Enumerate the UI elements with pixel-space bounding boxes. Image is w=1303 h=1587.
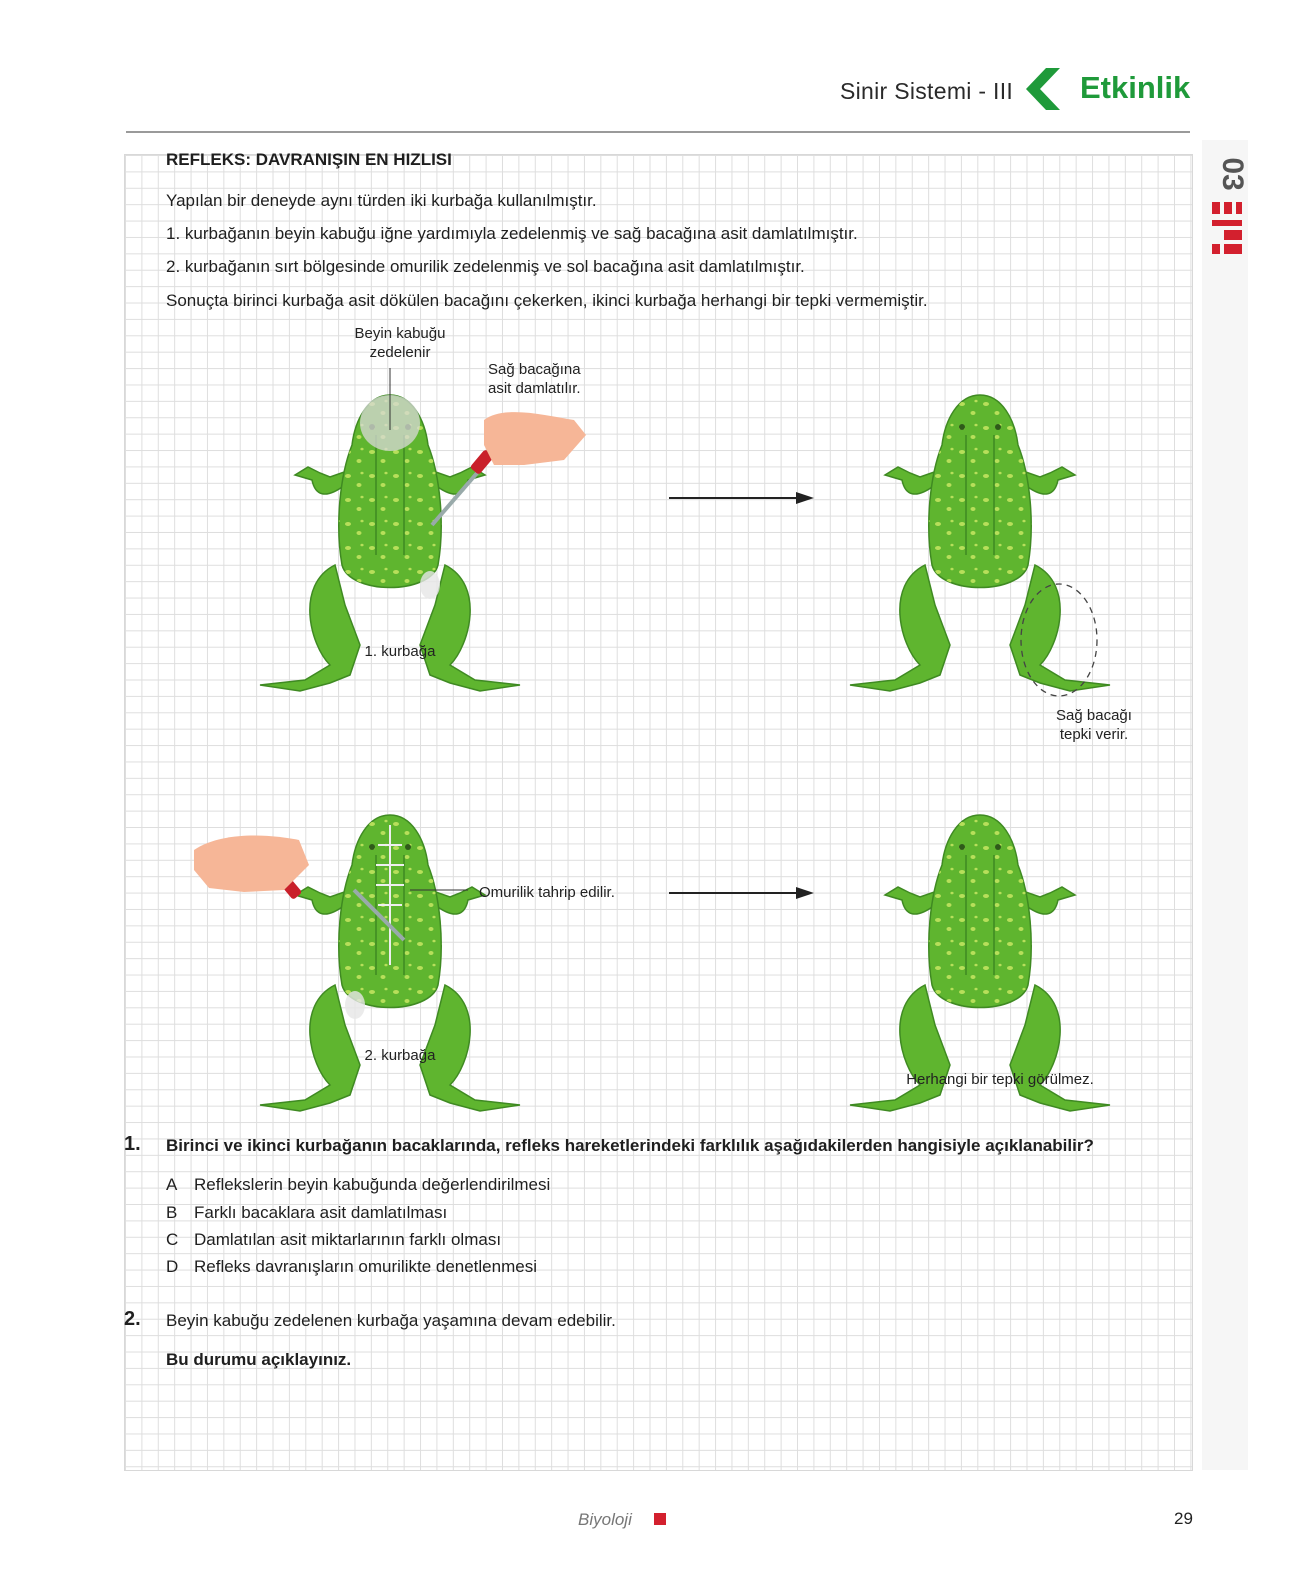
option-text[interactable]: Refleks davranışların omurilikte denetlenmesi	[194, 1257, 537, 1276]
option-letter: D	[166, 1257, 179, 1276]
question-number: 1.	[124, 1133, 141, 1155]
side-tab	[1202, 140, 1248, 1470]
label-acid-dropped: Sağ bacağına asit damlatılır.	[488, 361, 581, 397]
page-number: 29	[1174, 1509, 1193, 1528]
fasikul-logo-icon	[1210, 200, 1244, 256]
paragraph: 2. kurbağanın sırt bölgesinde omurilik zedelenmiş ve sol bacağına asit damlatılmıştır.	[166, 257, 805, 276]
label-leg-responds: Sağ bacağı tepki verir.	[1056, 707, 1132, 743]
paragraph: Yapılan bir deneyde aynı türden iki kurbağa kullanılmıştır.	[166, 191, 597, 210]
section-title: Sinir Sistemi - III	[840, 78, 1014, 104]
question-text: Beyin kabuğu zedelenen kurbağa yaşamına devam edebilir.	[166, 1311, 616, 1330]
header-divider	[126, 131, 1190, 133]
label-brain-damaged: Beyin kabuğu zedelenir	[354, 325, 446, 361]
paragraph: Sonuçta birinci kurbağa asit dökülen bacağını çekerken, ikinci kurbağa herhangi bir tepki vermemiştir.	[166, 291, 928, 310]
footer-subject: Biyoloji	[578, 1510, 632, 1529]
side-tab-number-wrap	[1212, 154, 1252, 194]
label-spinal-damaged: Omurilik tahrip edilir.	[479, 884, 615, 901]
option-text[interactable]: Reflekslerin beyin kabuğunda değerlendirilmesi	[194, 1175, 551, 1194]
activity-label: Etkinlik	[1080, 70, 1191, 105]
option-text[interactable]: Farklı bacaklara asit damlatılması	[194, 1203, 448, 1222]
option-letter: A	[166, 1175, 178, 1194]
side-tab-number: 03	[1216, 157, 1249, 191]
label-no-response: Herhangi bir tepki görülmez.	[906, 1071, 1094, 1088]
option-text[interactable]: Damlatılan asit miktarlarının farklı olması	[194, 1230, 502, 1249]
paragraph: 1. kurbağanın beyin kabuğu iğne yardımıyla zedelenmiş ve sağ bacağına asit damlatılmıştır.	[166, 224, 858, 243]
option-letter: B	[166, 1203, 178, 1222]
option-letter: C	[166, 1230, 179, 1249]
question-instruction: Bu durumu açıklayınız.	[166, 1350, 352, 1369]
footer-square-icon	[654, 1513, 666, 1525]
chevron-left-icon	[1022, 66, 1068, 112]
label-frog-1: 1. kurbağa	[364, 643, 436, 660]
label-frog-2: 2. kurbağa	[364, 1047, 436, 1064]
activity-title: REFLEKS: DAVRANIŞIN EN HIZLISI	[166, 150, 452, 169]
experiment-figure	[124, 320, 1191, 1120]
question-text: Birinci ve ikinci kurbağanın bacaklarında, refleks hareketlerindeki farklılık aşağıdakilerden hangisiyle açıklanabilir?	[166, 1136, 1094, 1155]
question-number: 2.	[124, 1308, 141, 1330]
